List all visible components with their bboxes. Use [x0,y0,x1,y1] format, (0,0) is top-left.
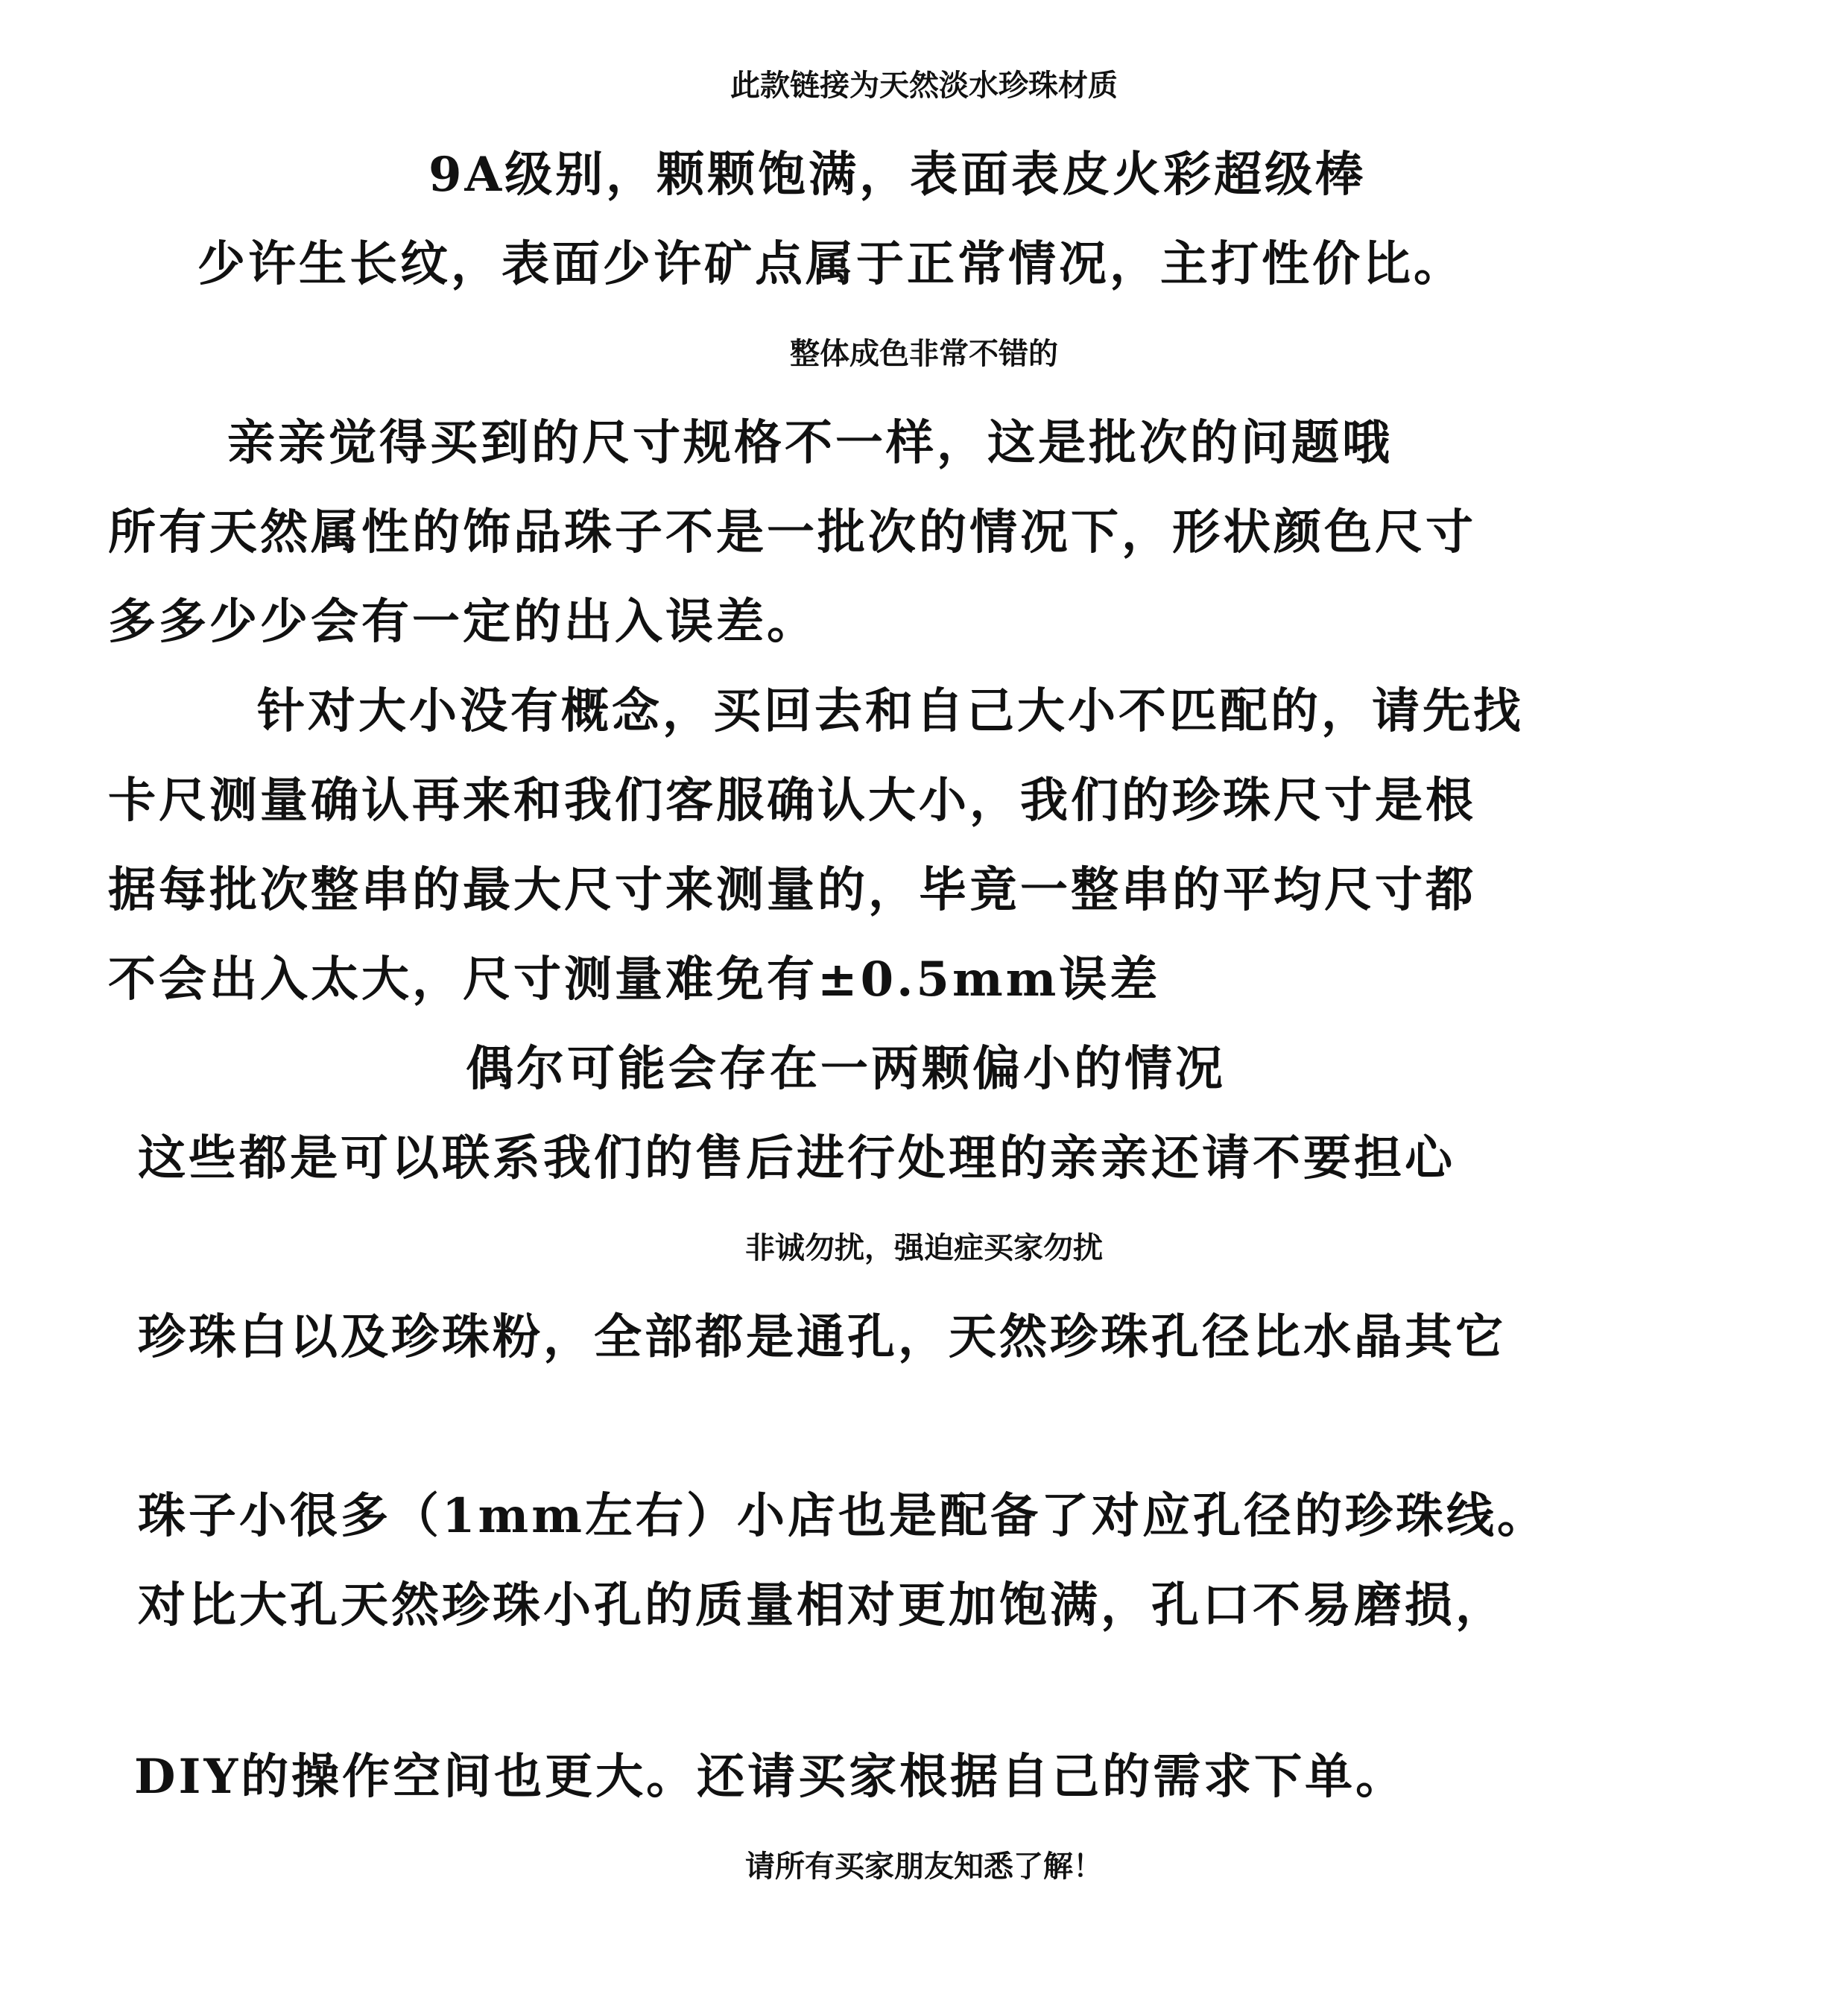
notice-line-diy-space: DIY的操作空间也更大。还请买家根据自己的需求下单。 [134,1749,1407,1805]
notice-line-overall-quality: 整体成色非常不错的 [790,336,1058,371]
notice-line-tolerance: 不会出入太大，尺寸测量难免有±0.5mm误差 [108,952,1161,1007]
notice-line-grade: 9A级别，颗颗饱满，表面表皮火彩超级棒 [428,147,1367,203]
notice-line-natural-variance: 所有天然属性的饰品珠子不是一批次的情况下，形状颜色尺寸 [108,504,1476,560]
notice-line-small-hole-quality: 对比大孔天然珍珠小孔的质量相对更加饱满，孔口不易磨损， [138,1578,1506,1633]
notice-line-caliper-measure: 卡尺测量确认再来和我们客服确认大小，我们的珍珠尺寸是根 [108,773,1476,829]
notice-line-size-concept: 针对大小没有概念，买回去和自己大小不匹配的，请先找 [257,683,1524,739]
notice-line-material: 此款链接为天然淡水珍珠材质 [730,68,1118,103]
notice-line-error-margin: 多多少少会有一定的出入误差。 [108,594,817,650]
notice-line-after-sales: 这些都是可以联系我们的售后进行处理的亲亲还请不要担心 [138,1130,1455,1186]
notice-line-no-ocd-buyers: 非诚勿扰，强迫症买家勿扰 [745,1230,1103,1265]
notice-line-closing: 请所有买家朋友知悉了解！ [745,1849,1103,1884]
notice-line-batch-size: 亲亲觉得买到的尺寸规格不一样，这是批次的问题哦 [227,415,1393,471]
notice-line-max-size: 据每批次整串的最大尺寸来测量的，毕竟一整串的平均尺寸都 [108,862,1476,918]
notice-line-through-hole: 珍珠白以及珍珠粉，全部都是通孔，天然珍珠孔径比水晶其它 [138,1309,1506,1365]
notice-line-growth-marks: 少许生长纹，表面少许矿点属于正常情况，主打性价比。 [197,236,1464,292]
notice-line-smaller-beads: 偶尔可能会存在一两颗偏小的情况 [466,1041,1226,1097]
notice-line-hole-size: 珠子小很多（1mm左右）小店也是配备了对应孔径的珍珠线。 [138,1488,1548,1544]
